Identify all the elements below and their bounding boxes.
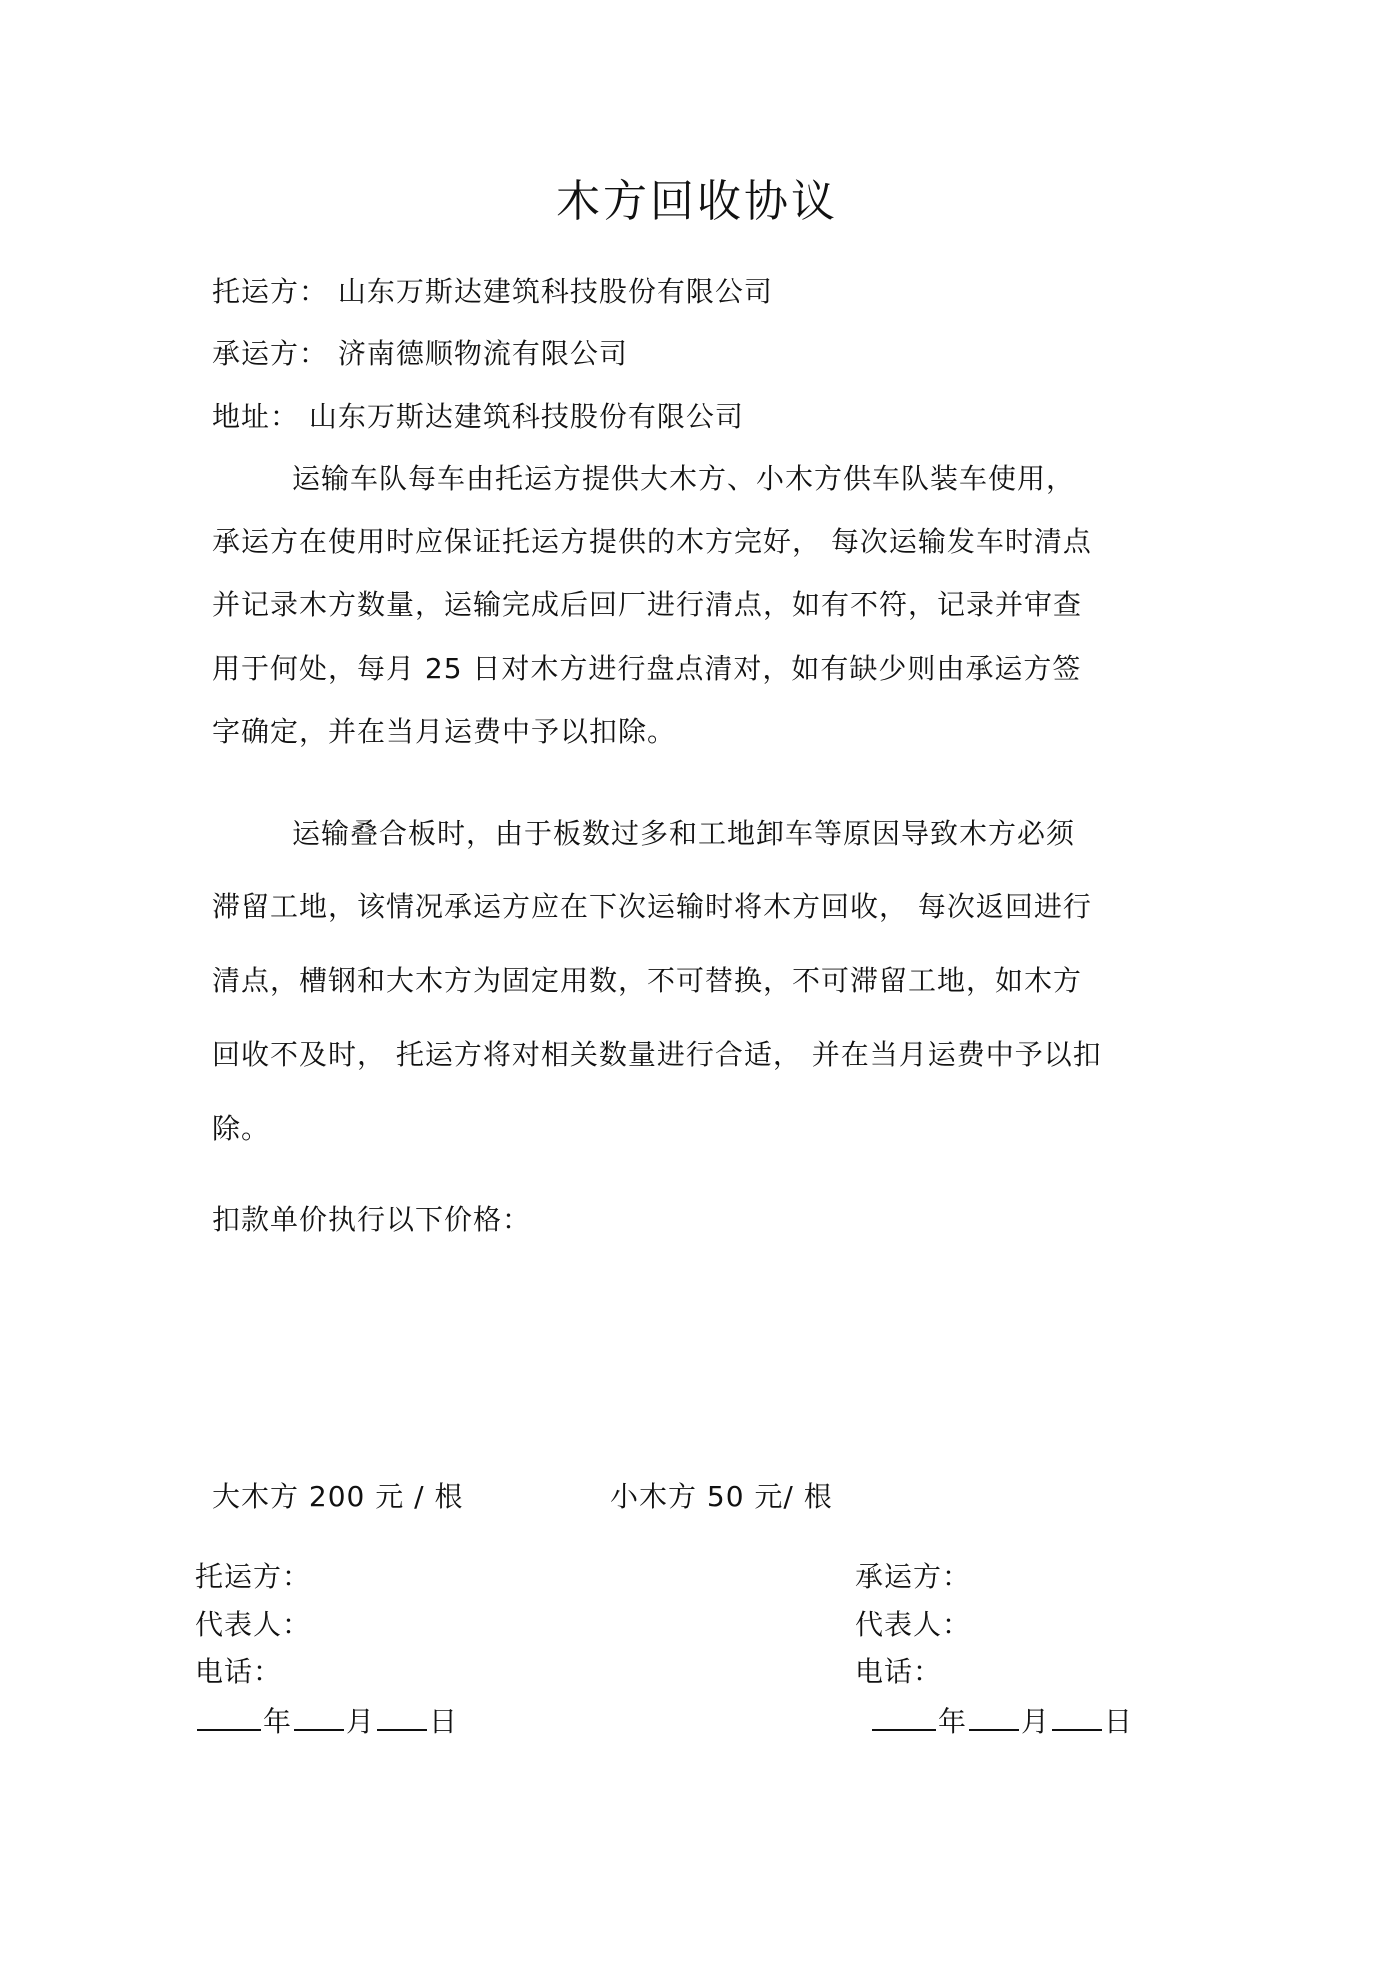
month-blank <box>294 1703 344 1731</box>
day-blank <box>1052 1703 1102 1731</box>
price-big-wood: 大木方 200 元 / 根 <box>212 1480 464 1513</box>
para1-line: 承运方在使用时应保证托运方提供的木方完好， 每次运输发车时清点 <box>212 525 1092 558</box>
month-blank <box>969 1703 1019 1731</box>
month-label: 月 <box>346 1705 376 1738</box>
right-phone-label: 电话： <box>855 1655 943 1688</box>
carrier-line: 承运方： 济南德顺物流有限公司 <box>212 337 628 370</box>
document-title: 木方回收协议 <box>556 176 838 227</box>
para2-line: 运输叠合板时，由于板数过多和工地卸车等原因导致木方必须 <box>292 817 1076 850</box>
price-small-wood: 小木方 50 元/ 根 <box>610 1480 833 1513</box>
para1-line: 运输车队每车由托运方提供大木方、小木方供车队装车使用， <box>292 462 1076 495</box>
left-rep-label: 代表人： <box>195 1608 312 1641</box>
day-blank <box>377 1703 427 1731</box>
day-label: 日 <box>1104 1705 1134 1738</box>
left-phone-label: 电话： <box>195 1655 283 1688</box>
left-party-label: 托运方： <box>195 1560 312 1593</box>
left-date <box>195 1700 458 1740</box>
para1-line: 用于何处，每月 25 日对木方进行盘点清对，如有缺少则由承运方签 <box>212 652 1082 685</box>
right-rep-label: 代表人： <box>855 1608 972 1641</box>
price-intro: 扣款单价执行以下价格： <box>212 1203 532 1236</box>
address-line: 地址： 山东万斯达建筑科技股份有限公司 <box>212 400 744 433</box>
shipper-line: 托运方： 山东万斯达建筑科技股份有限公司 <box>212 275 773 308</box>
para1-line: 字确定，并在当月运费中予以扣除。 <box>212 715 677 748</box>
right-date <box>870 1700 1133 1740</box>
para2-line: 清点，槽钢和大木方为固定用数，不可替换，不可滞留工地，如木方 <box>212 964 1083 997</box>
para2-line: 除。 <box>212 1112 271 1145</box>
year-blank <box>197 1703 261 1731</box>
day-label: 日 <box>429 1705 459 1738</box>
para2-line: 回收不及时， 托运方将对相关数量进行合适， 并在当月运费中予以扣 <box>212 1038 1102 1071</box>
year-label: 年 <box>938 1705 968 1738</box>
year-blank <box>872 1703 936 1731</box>
right-party-label: 承运方： <box>855 1560 972 1593</box>
para1-line: 并记录木方数量，运输完成后回厂进行清点，如有不符，记录并审查 <box>212 588 1083 621</box>
para2-line: 滞留工地，该情况承运方应在下次运输时将木方回收， 每次返回进行 <box>212 890 1092 923</box>
month-label: 月 <box>1021 1705 1051 1738</box>
year-label: 年 <box>263 1705 293 1738</box>
